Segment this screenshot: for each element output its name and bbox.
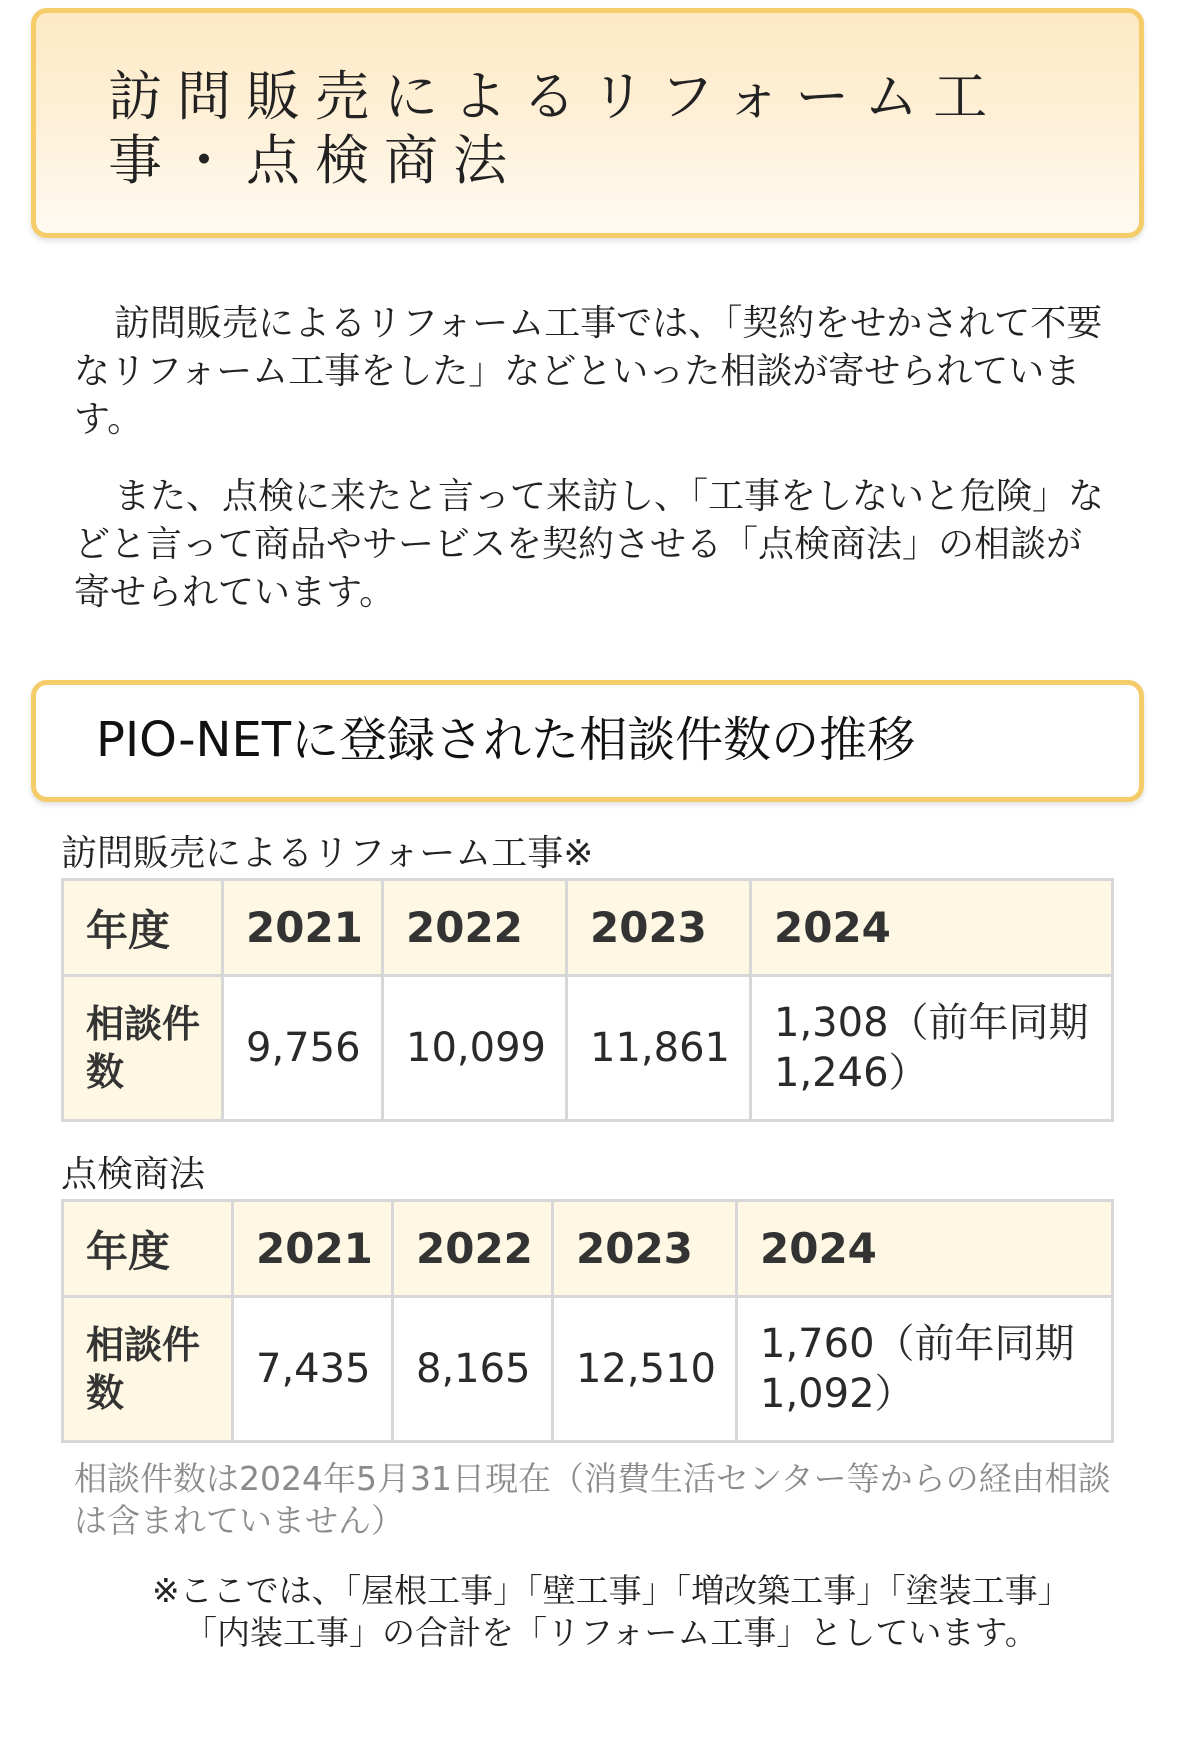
year-header: 2021 — [233, 1201, 393, 1297]
intro-paragraph-2: また、点検に来たと言って来訪し、「工事をしないと危険」などと言って商品やサービスを契約させる「点検商法」の相談が寄せられています。 — [74, 476, 1105, 613]
year-header: 2023 — [567, 880, 751, 976]
table-row — [63, 1297, 1113, 1442]
count-cell: 8,165 — [393, 1297, 553, 1442]
row-label: 相談件数 — [63, 1297, 233, 1442]
page-title: 訪問販売によるリフォーム工事・点検商法 — [108, 65, 1003, 192]
table-header-row — [63, 1201, 1113, 1297]
row-label: 相談件数 — [63, 976, 223, 1121]
data-note: 相談件数は2024年5月31日現在（消費生活センター等からの経由相談は含まれていません） — [74, 1459, 1111, 1540]
count-cell: 10,099 — [383, 976, 567, 1121]
count-cell: 11,861 — [567, 976, 751, 1121]
table-header-row — [63, 880, 1113, 976]
count-cell: 1,760（前年同期 1,092） — [737, 1297, 1113, 1442]
count-cell: 1,308（前年同期 1,246） — [751, 976, 1113, 1121]
table-row — [63, 976, 1113, 1121]
intro-paragraph-1: 訪問販売によるリフォーム工事では、「契約をせかされて不要なリフォーム工事をした」などといった相談が寄せられています。 — [74, 303, 1103, 440]
consultation-table-reform — [61, 878, 1129, 1122]
year-header: 2022 — [393, 1201, 553, 1297]
year-header: 2022 — [383, 880, 567, 976]
footnote: ※ここでは、「屋根工事」「壁工事」「増改築工事」「塗装工事」「内装工事」の合計を「リフォーム工事」としています。 — [152, 1571, 1071, 1652]
title-box — [31, 8, 1144, 238]
count-cell: 9,756 — [223, 976, 383, 1121]
consultation-table-inspection — [61, 1199, 1114, 1443]
section-title-box — [31, 680, 1144, 802]
header-label: 年度 — [63, 880, 223, 976]
year-header: 2023 — [553, 1201, 737, 1297]
count-cell: 7,435 — [233, 1297, 393, 1442]
table-caption-inspection: 点検商法 — [61, 1154, 206, 1195]
header-label: 年度 — [63, 1201, 233, 1297]
count-cell: 12,510 — [553, 1297, 737, 1442]
year-header: 2021 — [223, 880, 383, 976]
year-header: 2024 — [751, 880, 1113, 976]
table-caption-reform: 訪問販売によるリフォーム工事※ — [61, 833, 594, 874]
year-header: 2024 — [737, 1201, 1113, 1297]
section-title: PIO-NETに登録された相談件数の推移 — [96, 712, 916, 768]
